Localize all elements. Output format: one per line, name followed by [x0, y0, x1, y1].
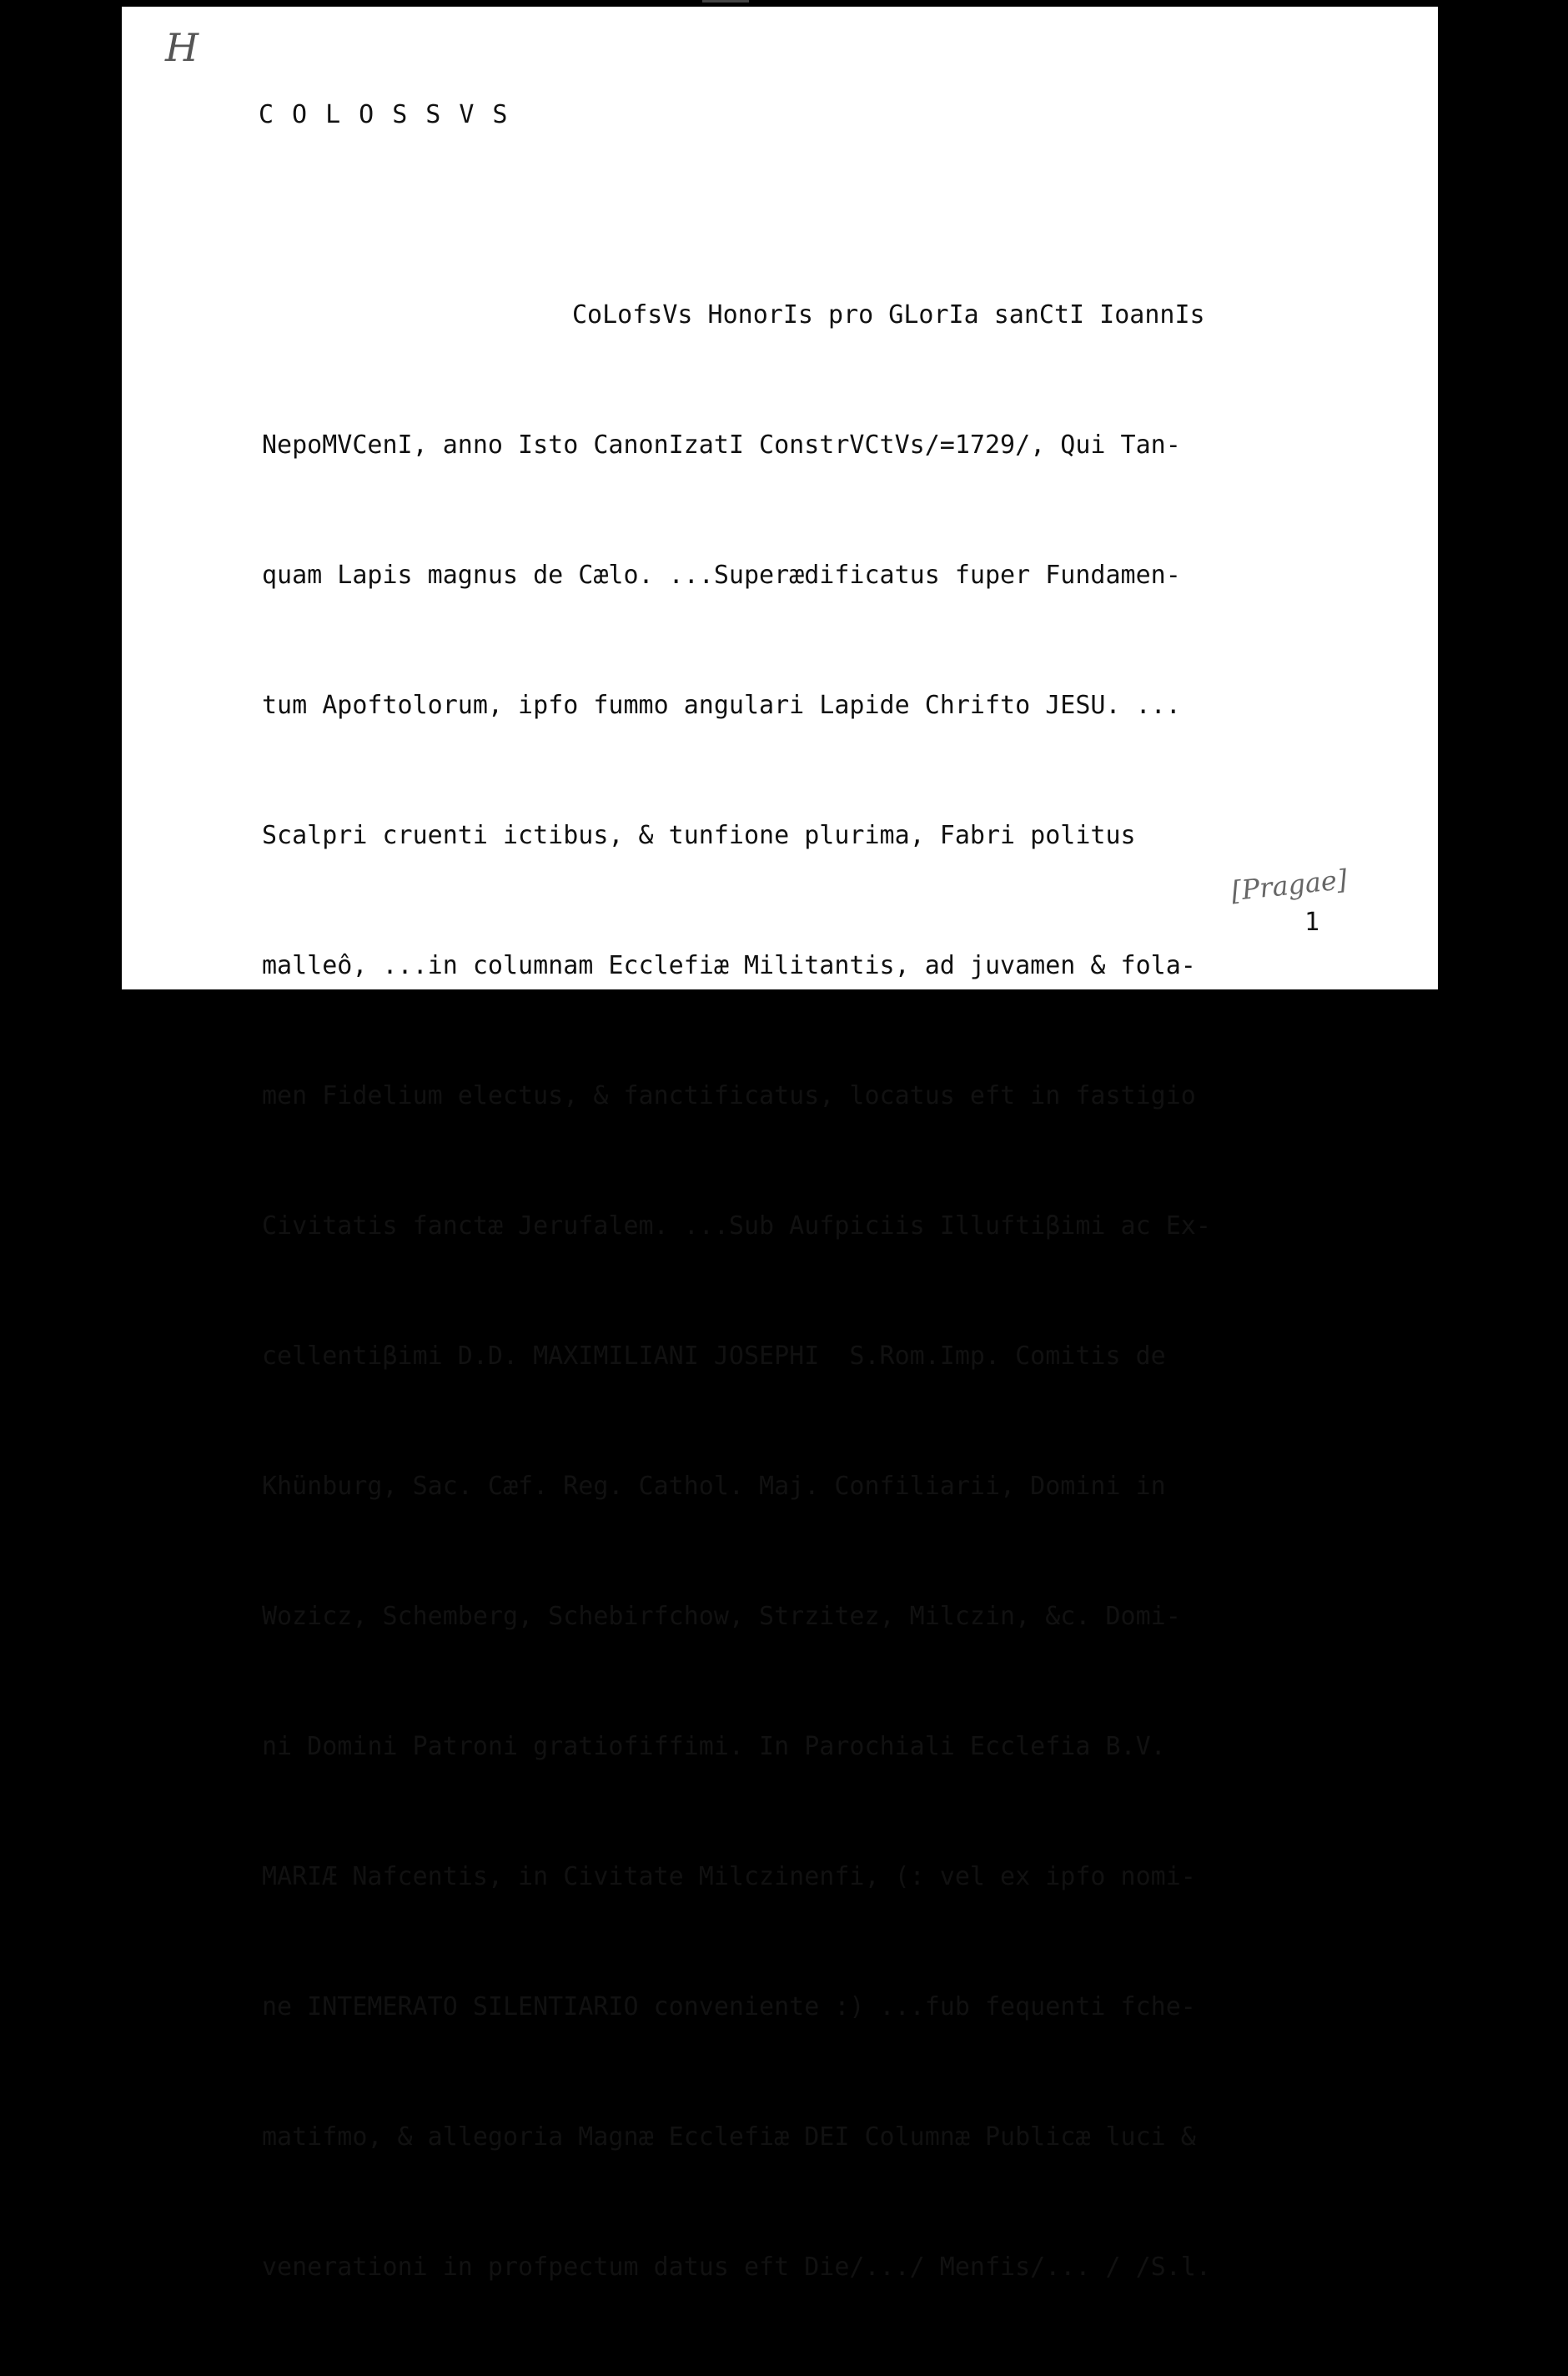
body-line: NepoMVCenI, anno Isto CanonIzatI ConstrVCtVs/=1729/, Qui Tan- [262, 430, 1181, 460]
body-line: quam Lapis magnus de Cælo. ...Superædificatus fuper Fundamen- [262, 561, 1181, 590]
body-line: ne INTEMERATO SILENTIARIO conveniente :) ...fub fequenti fche- [262, 1992, 1196, 2021]
body-line: malleô, ...in columnam Ecclefiæ Militantis, ad juvamen & fola- [262, 951, 1196, 980]
body-line: matifmo, & allegoria Magnæ Ecclefiæ DEI Columnæ Publicæ luci & [262, 2122, 1196, 2152]
body-line: Khünburg, Sac. Cæf. Reg. Cathol. Maj. Confiliarii, Domini in [262, 1472, 1166, 1501]
scan-edge-mark [702, 0, 749, 3]
body-line: Civitatis fanctæ Jerufalem. ...Sub Aufpiciis Illuftiβimi ac Ex- [262, 1211, 1211, 1241]
body-line: CoLofsVs HonorIs pro GLorIa sanCtI IoannIs [572, 300, 1205, 330]
document-body [262, 207, 1463, 2376]
body-line: men Fidelium electus, & fanctificatus, locatus eft in fastigio [262, 1081, 1196, 1110]
corner-handwritten-mark: H [165, 25, 199, 70]
handwritten-annotation: [Pragae] [1229, 863, 1349, 908]
body-line: MARIÆ Nafcentis, in Civitate Milczinenfi, (: vel ex ipfo nomi- [262, 1862, 1196, 1891]
body-line: Wozicz, Schemberg, Schebirfchow, Strzitez, Milczin, &c. Domi- [262, 1602, 1181, 1631]
body-line: tum Apoftolorum, ipfo fummo angulari Lapide Chrifto JESU. ... [262, 691, 1181, 720]
body-line: cellentiβimi D.D. MAXIMILIANI JOSEPHI S.Rom.Imp. Comitis de [262, 1342, 1166, 1371]
body-line: venerationi in profpectum datus eft Die/.../ Menfis/... / /S.l. [262, 2253, 1211, 2282]
body-line: ni Domini Patroni gratiofiffimi. In Parochiali Ecclefia B.V. [262, 1732, 1166, 1761]
body-line: Scalpri cruenti ictibus, & tunfione plurima, Fabri politus [262, 821, 1136, 850]
document-heading: COLOSSVS [259, 100, 526, 129]
document-card [122, 7, 1438, 2282]
page-number: 1 [1304, 908, 1320, 937]
